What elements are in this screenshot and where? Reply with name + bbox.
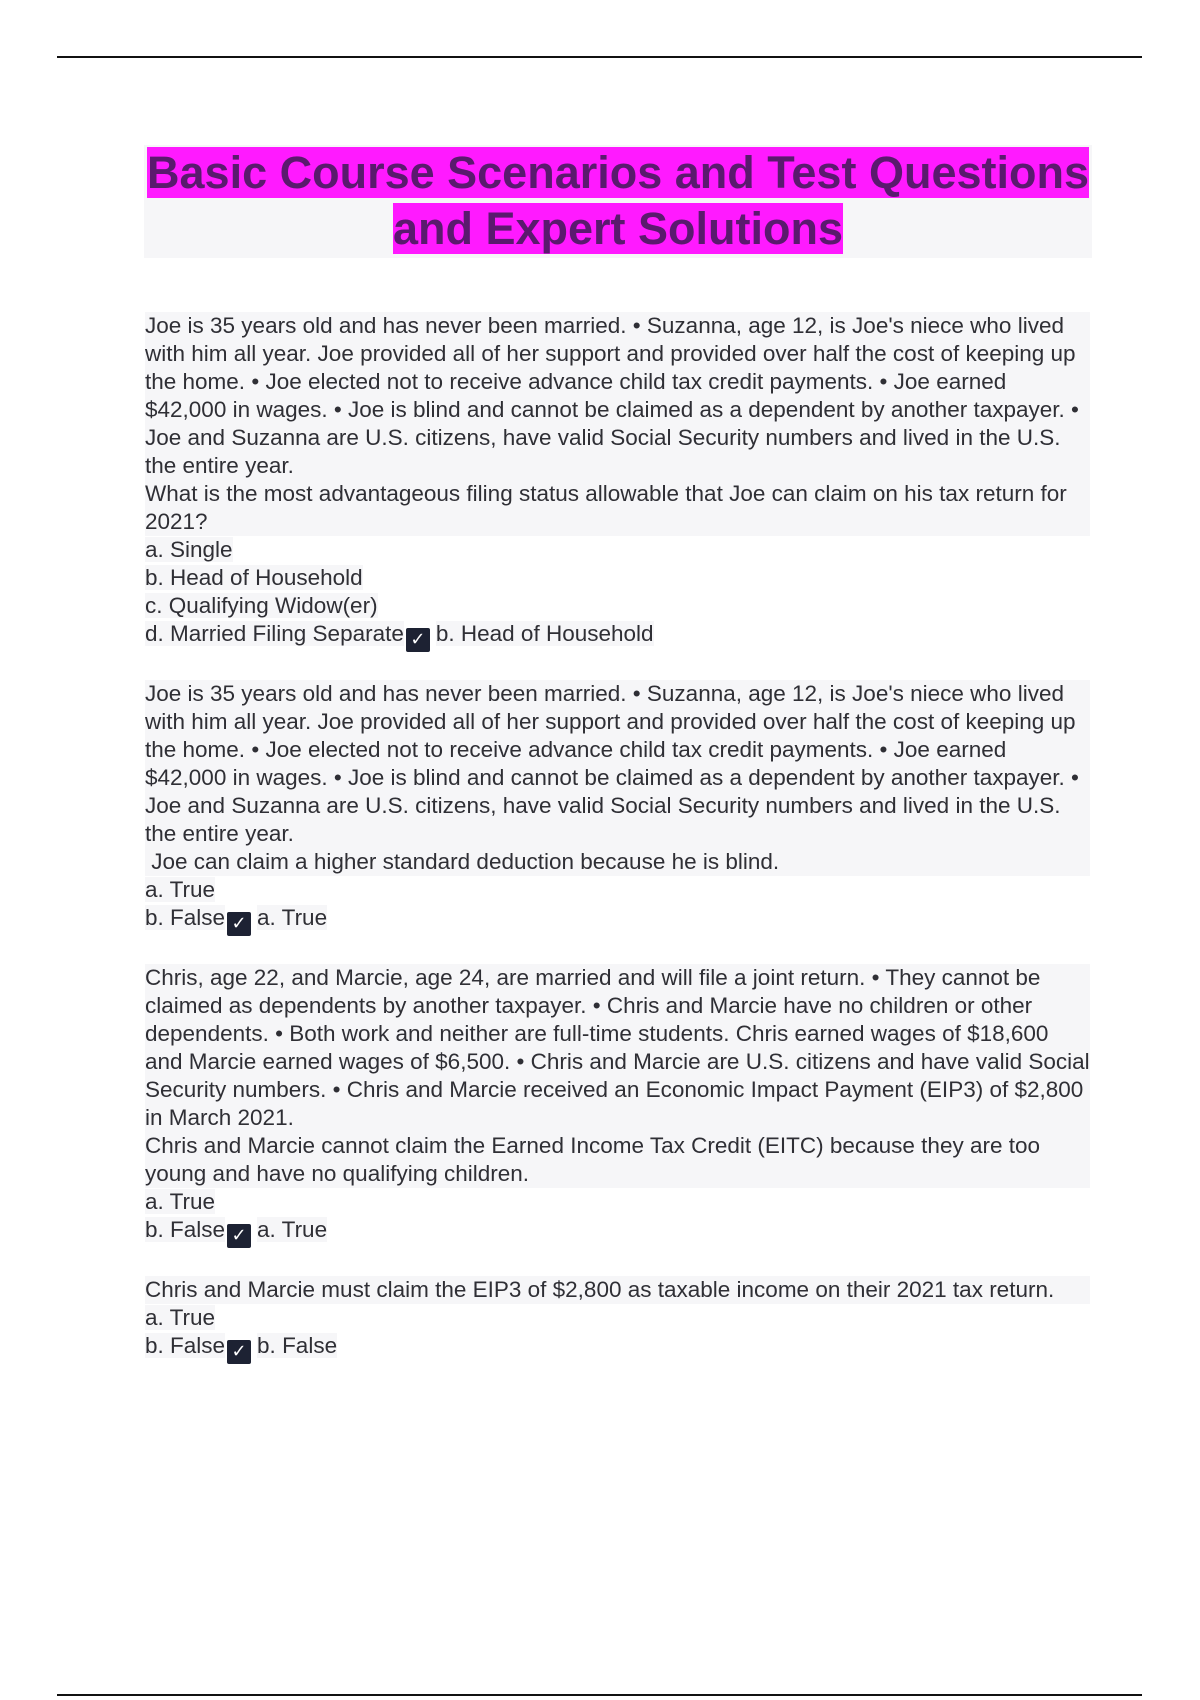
question-scenario: Joe is 35 years old and has never been married. • Suzanna, age 12, is Joe's niece who lived with him all year. Joe provided all of her support and provided over half the cost of keeping up the home. • Joe elected not to receive advance child tax credit payments. • Joe earned $42,000 in wages. • Joe is blind and cannot be claimed as a dependent by another taxpayer. • Joe and Suzanna are U.S. citizens, have valid Social Security numbers and lived in the U.S. the entire year. (145, 312, 1090, 480)
option: a. True (145, 1189, 216, 1214)
option: b. False (145, 1217, 226, 1242)
option: b. Head of Household (145, 565, 363, 590)
checkmark-icon: ✓ (227, 1224, 251, 1248)
checkmark-icon: ✓ (227, 912, 251, 936)
answer: b. False (257, 1333, 338, 1358)
answer-line (145, 904, 1090, 936)
question-3 (145, 964, 1090, 1248)
answer-line (145, 1332, 1090, 1364)
question-prompt: Joe can claim a higher standard deduction because he is blind. (145, 848, 1090, 876)
question-prompt: Chris and Marcie cannot claim the Earned Income Tax Credit (EITC) because they are too young and have no qualifying children. (145, 1132, 1090, 1188)
title-block (144, 145, 1092, 258)
checkmark-icon: ✓ (227, 1340, 251, 1364)
option: a. True (145, 1305, 216, 1330)
question-scenario: Chris, age 22, and Marcie, age 24, are married and will file a joint return. • They cannot be claimed as dependents by another taxpayer. • Chris and Marcie have no children or other dependents. • Both work and neither are full-time students. Chris earned wages of $18,600 and Marcie earned wages of $6,500. • Chris and Marcie are U.S. citizens and have valid Social Security numbers. • Chris and Marcie received an Economic Impact Payment (EIP3) of $2,800 in March 2021. (145, 965, 1090, 1130)
question-prompt: Chris and Marcie must claim the EIP3 of $2,800 as taxable income on their 2021 tax return. (145, 1276, 1090, 1304)
option: b. False (145, 905, 226, 930)
bottom-rule (57, 1694, 1142, 1696)
question-scenario: Joe is 35 years old and has never been married. • Suzanna, age 12, is Joe's niece who lived with him all year. Joe provided all of her support and provided over half the cost of keeping up the home. • Joe elected not to receive advance child tax credit payments. • Joe earned $42,000 in wages. • Joe is blind and cannot be claimed as a dependent by another taxpayer. • Joe and Suzanna are U.S. citizens, have valid Social Security numbers and lived in the U.S. the entire year. (145, 680, 1090, 848)
question-4 (145, 1276, 1090, 1364)
top-rule (57, 56, 1142, 58)
checkmark-icon: ✓ (406, 628, 430, 652)
option: c. Qualifying Widow(er) (145, 593, 378, 618)
answer-line (145, 620, 1090, 652)
question-1 (145, 312, 1090, 652)
document-title: Basic Course Scenarios and Test Questions and Expert Solutions (147, 147, 1089, 254)
option: d. Married Filing Separate (145, 621, 404, 646)
answer: b. Head of Household (435, 621, 654, 646)
answer: a. True (257, 905, 328, 930)
question-prompt: What is the most advantageous filing status allowable that Joe can claim on his tax return for 2021? (145, 480, 1090, 536)
answer-line (145, 1216, 1090, 1248)
questions-list (145, 312, 1090, 1392)
answer: a. True (257, 1217, 328, 1242)
question-2 (145, 680, 1090, 936)
option: b. False (145, 1333, 226, 1358)
option: a. True (145, 877, 216, 902)
option: a. Single (145, 537, 233, 562)
